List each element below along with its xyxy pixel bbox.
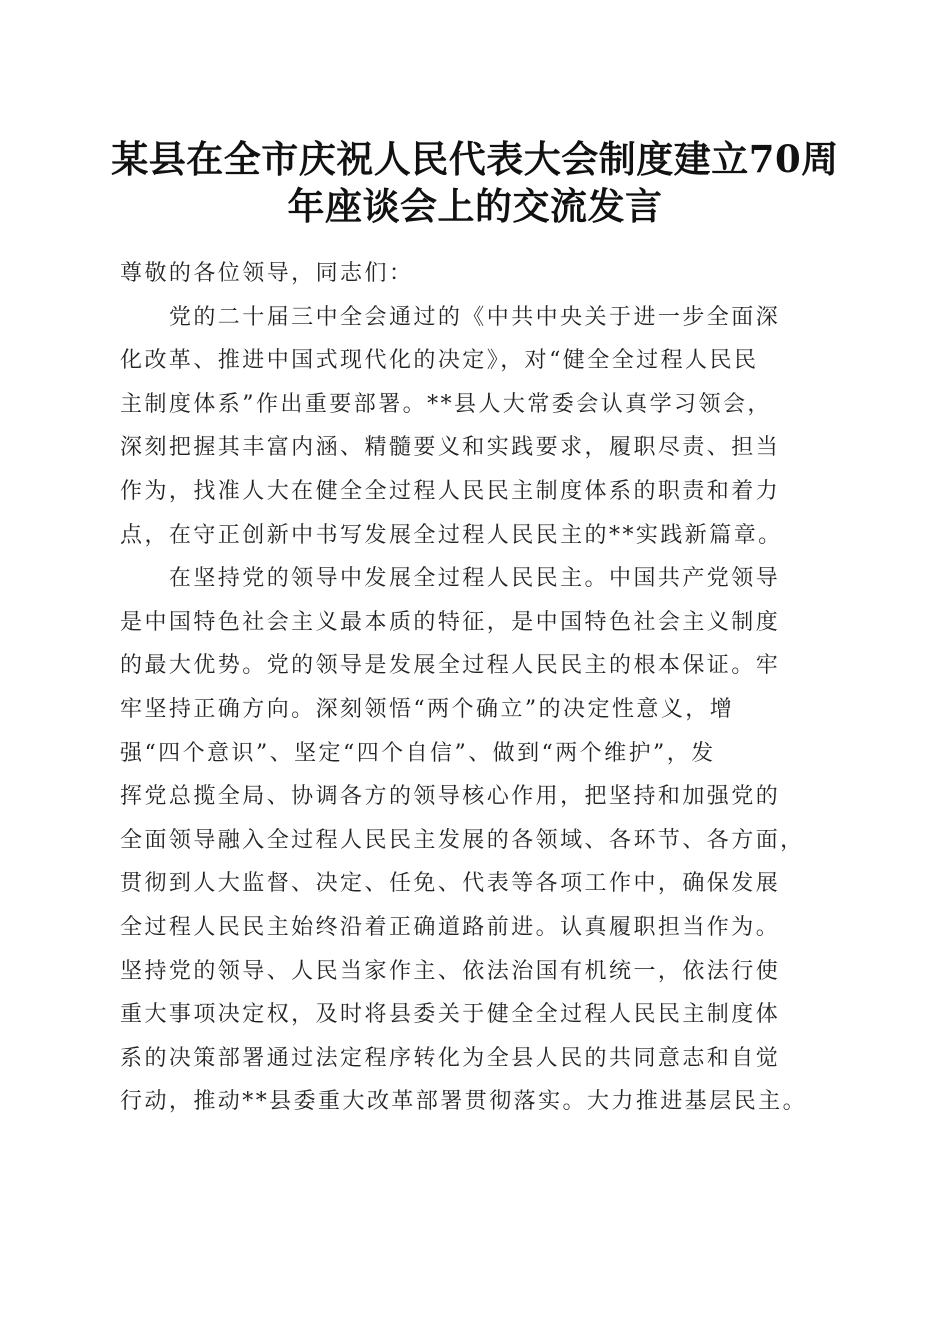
body-line: 在坚持党的领导中发展全过程人民民主。中国共产党领导 [120, 566, 781, 592]
body-line: 贯彻到人大监督、决定、任免、代表等各项工作中，确保发展 [120, 871, 781, 897]
document-title-line-1: 某县在全市庆祝人民代表大会制度建立70周 [111, 137, 839, 181]
body-line: 牢坚持正确方向。深刻领悟“两个确立”的决定性意义，增 [120, 696, 735, 722]
body-line: 重大事项决定权，及时将县委关于健全全过程人民民主制度体 [120, 1002, 781, 1028]
body-line: 全过程人民民主始终沿着正确道路前进。认真履职担当作为。 [120, 914, 781, 940]
body-line: 点，在守正创新中书写发展全过程人民民主的**实践新篇章。 [120, 522, 783, 548]
body-line: 化改革、推进中国式现代化的决定》，对“健全全过程人民民 [120, 348, 759, 374]
body-line: 党的二十届三中全会通过的《中共中央关于进一步全面深 [120, 304, 781, 330]
body-line: 全面领导融入全过程人民民主发展的各领域、各环节、各方面， [120, 827, 805, 853]
document-body [120, 252, 860, 1124]
body-line: 强“四个意识”、坚定“四个自信”、做到“两个维护”，发 [120, 740, 716, 766]
body-line: 坚持党的领导、人民当家作主、依法治国有机统一，依法行使 [120, 958, 781, 984]
body-line: 主制度体系”作出重要部署。**县人大常委会认真学习领会， [120, 391, 772, 417]
body-line: 行动，推动**县委重大改革部署贯彻落实。大力推进基层民主。 [120, 1089, 808, 1115]
body-line: 挥党总揽全局、协调各方的领导核心作用，把坚持和加强党的 [120, 784, 781, 810]
body-line: 是中国特色社会主义最本质的特征，是中国特色社会主义制度 [120, 609, 781, 635]
body-line: 作为，找准人大在健全全过程人民民主制度体系的职责和着力 [120, 478, 781, 504]
body-line: 系的决策部署通过法定程序转化为全县人民的共同意志和自觉 [120, 1045, 781, 1071]
document-title-line-2: 年座谈会上的交流发言 [287, 184, 663, 228]
body-line: 深刻把握其丰富内涵、精髓要义和实践要求，履职尽责、担当 [120, 435, 781, 461]
salutation: 尊敬的各位领导，同志们： [120, 261, 414, 286]
body-line: 的最大优势。党的领导是发展全过程人民民主的根本保证。牢 [120, 653, 781, 679]
